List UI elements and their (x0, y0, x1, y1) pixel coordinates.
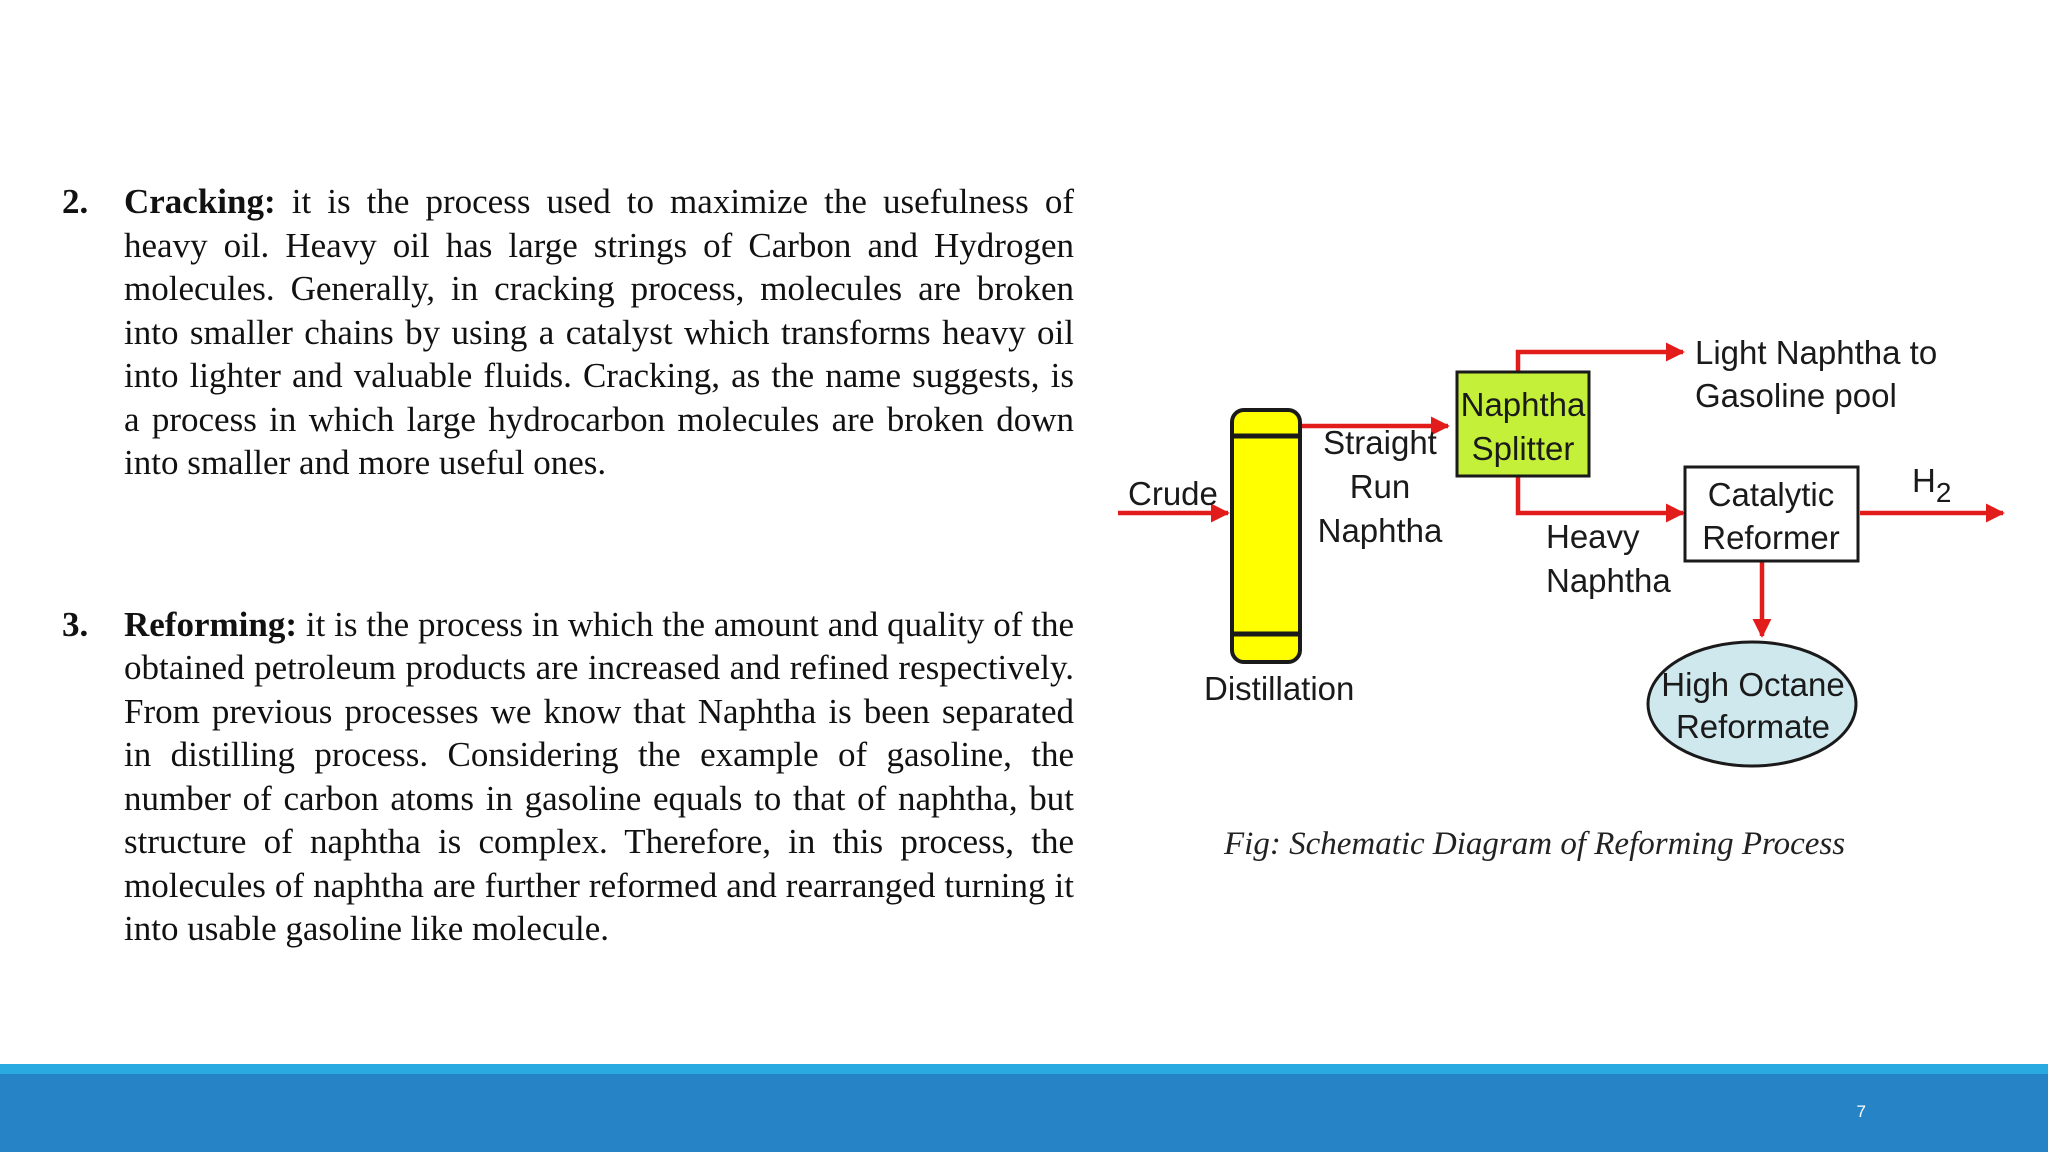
reformer-label-2: Reformer (1702, 519, 1840, 556)
light-naphtha-label-2: Gasoline pool (1695, 377, 1897, 414)
figure-caption: Fig: Schematic Diagram of Reforming Process (1224, 826, 1846, 862)
straight-run-label-1: Straight (1323, 424, 1437, 461)
distillation-label: Distillation (1204, 670, 1355, 707)
reforming-description: it is the process in which the amount and quality of the obtained petroleum products are increased and refined respectively. From previous processes we know that Naphtha is been separated in distilling process. Considering the example of gasoline, the number of carbon atoms in gasoline equals to that of naphtha, but structure of naphtha is complex. Therefore, in this process, the molecules of naphtha are further reformed and rearranged turning it into usable gasoline like molecule. (124, 604, 1074, 948)
cracking-description: it is the process used to maximize the usefulness of heavy oil. Heavy oil has large strings of Carbon and Hydrogen molecules. Generally, in cracking process, molecules are broken into smaller chains by using a catalyst which transforms heavy oil into lighter and valuable fluids. Cracking, as the name suggests, is a process in which large hydrocarbon molecules are broken down into smaller and more useful ones. (124, 182, 1074, 482)
term-cracking: Cracking: (124, 182, 276, 221)
splitter-label-2: Splitter (1471, 430, 1575, 467)
straight-run-label-2: Run (1349, 468, 1411, 505)
page-number: 7 (1856, 1102, 1866, 1121)
reformate-label-2: Reformate (1675, 708, 1831, 745)
crude-label: Crude (1128, 475, 1218, 512)
reformer-label-1: Catalytic (1707, 476, 1835, 513)
heavy-naphtha-arrow (1518, 476, 1683, 513)
heavy-naphtha-label-1: Heavy (1546, 518, 1640, 555)
straight-run-label-3: Naphtha (1317, 512, 1443, 549)
h2-label-main: H (1912, 462, 1936, 499)
reformate-label-1: High Octane (1661, 666, 1845, 703)
distillation-column (1232, 410, 1300, 662)
heavy-naphtha-label-2: Naphtha (1546, 562, 1671, 599)
reformate-ellipse (1648, 642, 1856, 766)
list-item-reforming (62, 603, 1074, 951)
footer-accent-strip (0, 1064, 2048, 1074)
splitter-label-1: Naphtha (1460, 386, 1586, 423)
footer-bar (0, 1074, 2048, 1152)
list-item-cracking (62, 180, 1074, 485)
reforming-diagram-svg (1110, 320, 2010, 780)
list-number: 3. (62, 604, 89, 644)
h2-label (1912, 462, 1951, 508)
term-reforming: Reforming: (124, 604, 298, 644)
list-number: 2. (62, 182, 89, 221)
h2-label-sub: 2 (1935, 477, 1952, 508)
text-column (62, 180, 1074, 951)
reforming-diagram (1110, 320, 2010, 780)
light-naphtha-label-1: Light Naphtha to (1695, 334, 1938, 371)
